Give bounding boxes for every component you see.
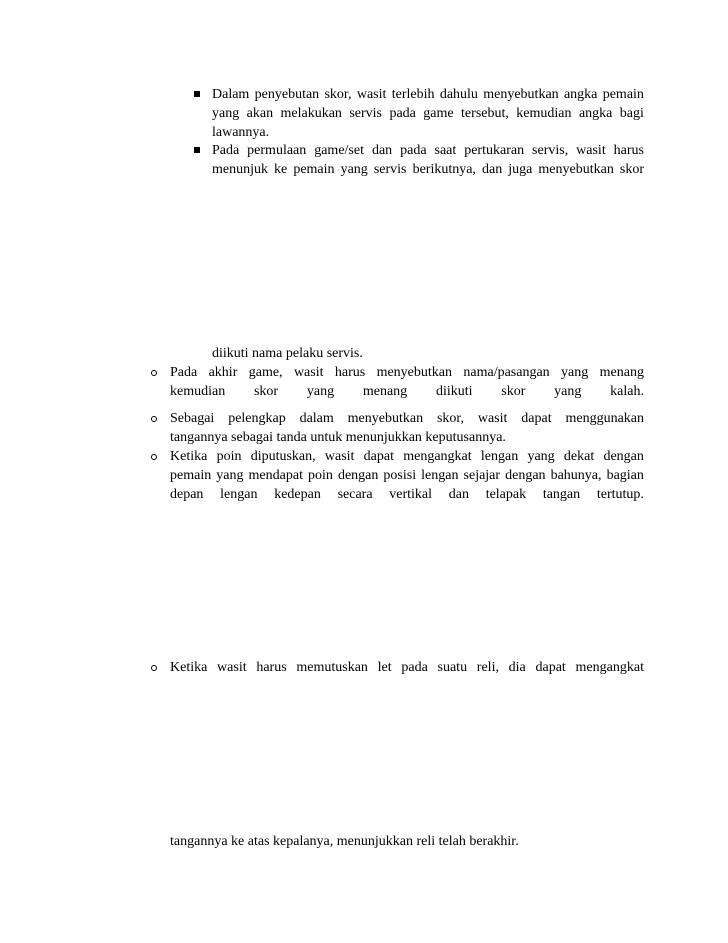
word: poin: [308, 468, 333, 483]
word: game: [423, 106, 454, 121]
word: kemudian: [516, 106, 572, 121]
word: pertukaran: [464, 143, 525, 158]
word: wasit: [293, 365, 324, 380]
word: Ketika: [170, 660, 208, 675]
word: mengangkat: [575, 660, 644, 675]
word: vertikal: [389, 487, 433, 502]
word: yang: [306, 384, 335, 399]
word: mendapat: [248, 468, 303, 483]
word: akhir: [208, 365, 238, 380]
word: pemain: [602, 87, 644, 102]
word: dan: [448, 487, 469, 502]
word: dengan: [603, 449, 644, 464]
word: Sebagai: [170, 411, 215, 426]
word: skor: [501, 384, 526, 399]
word: akan: [246, 106, 274, 121]
paragraph-line: [170, 658, 644, 677]
word: yang: [212, 106, 240, 121]
word: menyebutkan: [347, 411, 424, 426]
paragraph-line: [170, 409, 644, 428]
word: yang: [554, 384, 582, 399]
word: diputuskan,: [250, 449, 316, 464]
word: tangan: [542, 487, 581, 502]
hollow-circle-bullet-icon: [151, 454, 157, 460]
word: angka: [578, 106, 613, 121]
paragraph-line: [170, 466, 644, 485]
paragraph-line: diikuti nama pelaku servis.: [212, 346, 363, 361]
word: skor: [619, 162, 644, 177]
word: penyebutan: [254, 87, 320, 102]
word: yang: [527, 449, 555, 464]
word: poin: [216, 449, 242, 464]
word: dengan: [505, 468, 546, 483]
word: melakukan: [280, 106, 342, 121]
word: Ketika: [170, 449, 208, 464]
word: nama/pasangan: [463, 365, 550, 380]
paragraph-line: [212, 141, 644, 160]
hollow-circle-bullet-icon: [151, 416, 157, 422]
paragraph-line: [170, 447, 644, 466]
word: tersebut,: [461, 106, 509, 121]
word: wasit: [356, 87, 387, 102]
paragraph-line: lawannya.: [212, 125, 270, 140]
word: permulaan: [247, 143, 307, 158]
hollow-circle-bullet-icon: [151, 370, 157, 376]
word: menyebutkan: [538, 162, 614, 177]
word: berikutnya,: [412, 162, 476, 177]
word: depan: [170, 487, 204, 502]
word: skor,: [324, 87, 352, 102]
word: dengan: [337, 468, 379, 483]
word: servis: [349, 106, 383, 121]
word: yang: [216, 468, 244, 483]
word: mengangkat: [403, 449, 472, 464]
word: let: [377, 660, 392, 675]
word: skor,: [436, 411, 464, 426]
paragraph-line: [212, 160, 644, 179]
word: dapat: [363, 449, 394, 464]
word: dahulu: [439, 87, 478, 102]
word: dia: [508, 660, 526, 675]
square-bullet-icon: [194, 91, 200, 97]
word: bahunya,: [550, 468, 602, 483]
word: Pada: [170, 365, 198, 380]
word: tertutup.: [596, 487, 644, 502]
word: suatu: [437, 660, 468, 675]
word: sejajar: [463, 468, 501, 483]
word: pada: [400, 143, 427, 158]
word: menunjuk: [212, 162, 268, 177]
word: menyebutkan: [376, 365, 452, 380]
word: Pada: [212, 143, 240, 158]
word: diikuti: [435, 384, 473, 399]
word: harus: [613, 143, 644, 158]
word: lengan: [220, 487, 258, 502]
word: yang: [340, 162, 368, 177]
word: dekat: [563, 449, 595, 464]
word: angka: [563, 87, 598, 102]
word: skor: [253, 384, 279, 399]
paragraph-line: [170, 382, 644, 401]
word: ke: [274, 162, 288, 177]
word: menggunakan: [565, 411, 644, 426]
word: kedepan: [274, 487, 321, 502]
word: dan: [481, 162, 503, 177]
paragraph-line: [170, 485, 644, 504]
word: servis: [373, 162, 407, 177]
word: dapat: [535, 660, 566, 675]
paragraph-line: [170, 363, 644, 382]
word: lengan: [480, 449, 519, 464]
square-bullet-icon: [194, 147, 200, 153]
paragraph-line: [212, 104, 644, 123]
word: secara: [337, 487, 373, 502]
word: dan: [371, 143, 393, 158]
word: telapak: [485, 487, 527, 502]
word: pada: [389, 106, 416, 121]
word: dalam: [299, 411, 334, 426]
word: bagian: [606, 468, 644, 483]
word: wasit: [324, 449, 355, 464]
word: menang: [599, 365, 644, 380]
word: memutuskan: [296, 660, 368, 675]
word: game,: [248, 365, 283, 380]
word: terlebih: [391, 87, 435, 102]
word: wasit: [576, 143, 606, 158]
word: wasit: [477, 411, 508, 426]
word: juga: [508, 162, 533, 177]
word: menang: [362, 384, 408, 399]
word: Dalam: [212, 87, 250, 102]
word: dapat: [521, 411, 552, 426]
word: servis,: [532, 143, 569, 158]
word: saat: [434, 143, 457, 158]
hollow-circle-bullet-icon: [151, 665, 157, 671]
paragraph-line: tangannya sebagai tanda untuk menunjukkan keputusannya.: [170, 430, 506, 445]
word: pemain: [170, 468, 212, 483]
word: harus: [334, 365, 366, 380]
word: bagi: [619, 106, 644, 121]
word: kalah.: [610, 384, 644, 399]
word: pelengkap: [228, 411, 286, 426]
word: menyebutkan: [483, 87, 559, 102]
word: game/set: [314, 143, 364, 158]
word: wasit: [217, 660, 247, 675]
word: kemudian: [170, 384, 226, 399]
paragraph-line: tangannya ke atas kepalanya, menunjukkan reli telah berakhir.: [170, 834, 519, 849]
word: reli,: [476, 660, 499, 675]
word: harus: [256, 660, 287, 675]
word: posisi: [383, 468, 417, 483]
word: yang: [561, 365, 589, 380]
word: lengan: [421, 468, 459, 483]
word: pemain: [293, 162, 335, 177]
word: pada: [401, 660, 428, 675]
paragraph-line: [212, 85, 644, 104]
